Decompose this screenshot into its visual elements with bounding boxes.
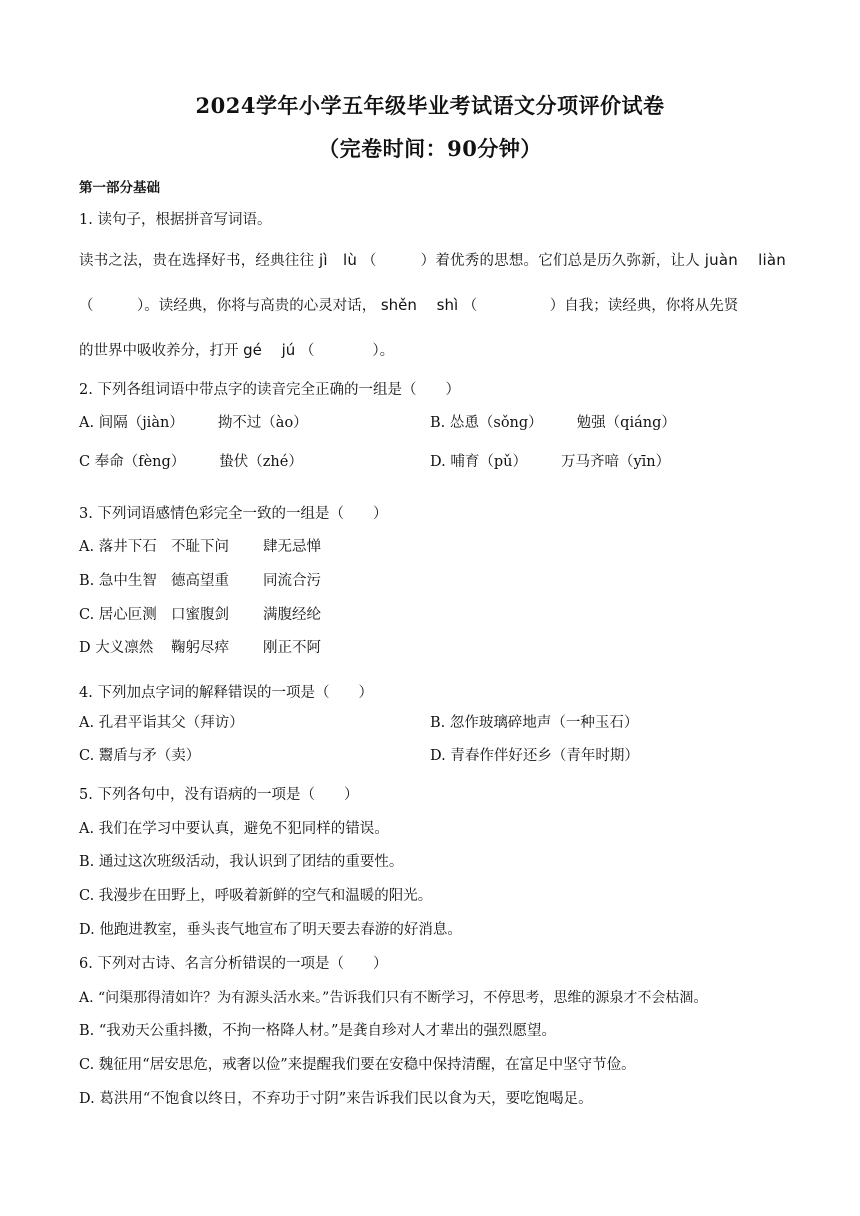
q3-b-word: 同流合污 (263, 573, 321, 589)
q6-stem: 6. 下列对古诗、名言分析错误的一项是（ ） (79, 956, 388, 972)
q2-a-word2: 拗不过（ào） (217, 415, 308, 431)
q4-option-a: A. 孔君平诣其父（拜访） (79, 715, 244, 731)
q3-a-word: 肆无忌惮 (263, 539, 321, 555)
q2-c-word1: C 奉命（fèng） (79, 454, 186, 470)
q4-stem: 4. 下列加点字词的解释错误的一项是（ ） (79, 685, 373, 701)
q5-option-b: B. 通过这次班级活动，我认识到了团结的重要性。 (79, 854, 404, 870)
q6-option-b: B. “我劝天公重抖擞，不拘一格降人材。”是龚自珍对人才辈出的强烈愿望。 (79, 1023, 556, 1039)
q2-option-d (430, 452, 670, 472)
q1-text: （ ）着优秀的思想。它们总是历久弥新，让人 (361, 253, 700, 269)
q1-text: 读书之法，贵在选择好书，经典往往 (79, 253, 315, 269)
q3-c-word: 满腹经纶 (263, 607, 321, 623)
q3-option-b (79, 571, 321, 591)
q2-d-word2: 万马齐喑（yīn） (560, 454, 671, 470)
q2-option-c (79, 452, 303, 472)
q3-b-word: B. 急中生智 (79, 573, 157, 589)
pinyin-jilu: jì lù (319, 251, 358, 269)
pinyin-juanlian: juàn liàn (704, 251, 786, 269)
exam-duration: （完卷时间：90分钟） (318, 136, 542, 161)
q3-option-a (79, 537, 321, 557)
q1-text: 的世界中吸收养分，打开 (79, 343, 239, 359)
q1-line-3 (79, 340, 394, 361)
q3-d-word: D 大义凛然 (79, 640, 154, 656)
pinyin-geju: gé jú (243, 341, 296, 359)
q3-d-word: 鞠躬尽瘁 (171, 640, 229, 656)
q5-option-a: A. 我们在学习中要认真，避免不犯同样的错误。 (79, 821, 389, 837)
q3-a-word: 不耻下问 (171, 539, 229, 555)
q2-option-b (430, 413, 676, 433)
q2-b-word1: B. 怂恿（sǒng） (430, 415, 543, 431)
q4-option-b: B. 忽作玻璃碎地声（一种玉石） (430, 715, 639, 731)
q4-option-d: D. 青春作伴好还乡（青年时期） (430, 748, 639, 764)
q1-line-2 (79, 295, 738, 316)
q1-text: （ ）。读经典，你将与高贵的心灵对话， (79, 298, 377, 314)
q1-text: （ ）。 (299, 343, 395, 359)
q2-b-word2: 勉强（qiáng） (576, 415, 676, 431)
q3-c-word: 口蜜腹剑 (171, 607, 229, 623)
section-heading: 第一部分基础 (79, 180, 160, 196)
q5-option-c: C. 我漫步在田野上，呼吸着新鲜的空气和温暖的阳光。 (79, 888, 433, 904)
pinyin-shenshi: shěn shì (380, 296, 459, 314)
q4-option-c: C. 鬻盾与矛（卖） (79, 748, 201, 764)
q3-option-c (79, 605, 321, 625)
q2-stem: 2. 下列各组词语中带点字的读音完全正确的一组是（ ） (79, 382, 460, 398)
q1-line-1 (79, 250, 786, 271)
q6-option-d: D. 葛洪用“不饱食以终日，不弃功于寸阴”来告诉我们民以食为天，要吃饱喝足。 (79, 1091, 593, 1107)
q6-option-c: C. 魏征用“居安思危，戒奢以俭”来提醒我们要在安稳中保持清醒，在富足中坚守节俭。 (79, 1057, 636, 1073)
q2-a-word1: A. 间隔（jiàn） (79, 415, 184, 431)
q3-d-word: 刚正不阿 (263, 640, 321, 656)
q2-d-word1: D. 哺育（pǔ） (430, 454, 527, 470)
q2-option-a (79, 413, 308, 433)
q3-c-word: C. 居心叵测 (79, 607, 157, 623)
q2-c-word2: 蛰伏（zhé） (219, 454, 303, 470)
q3-a-word: A. 落井下石 (79, 539, 157, 555)
q3-stem: 3. 下列词语感情色彩完全一致的一组是（ ） (79, 506, 388, 522)
q1-text: （ ）自我；读经典，你将从先贤 (462, 298, 739, 314)
q5-stem: 5. 下列各句中，没有语病的一项是（ ） (79, 787, 359, 803)
q6-option-a: A. “问渠那得清如许？为有源头活水来。”告诉我们只有不断学习，不停思考，思维的源泉才不会枯涸。 (79, 990, 708, 1006)
q3-b-word: 德高望重 (171, 573, 229, 589)
q3-option-d (79, 638, 321, 658)
q1-stem: 1. 读句子，根据拼音写词语。 (79, 212, 272, 228)
q5-option-d: D. 他跑进教室，垂头丧气地宣布了明天要去春游的好消息。 (79, 922, 462, 938)
exam-title: 2024学年小学五年级毕业考试语文分项评价试卷 (195, 93, 665, 118)
